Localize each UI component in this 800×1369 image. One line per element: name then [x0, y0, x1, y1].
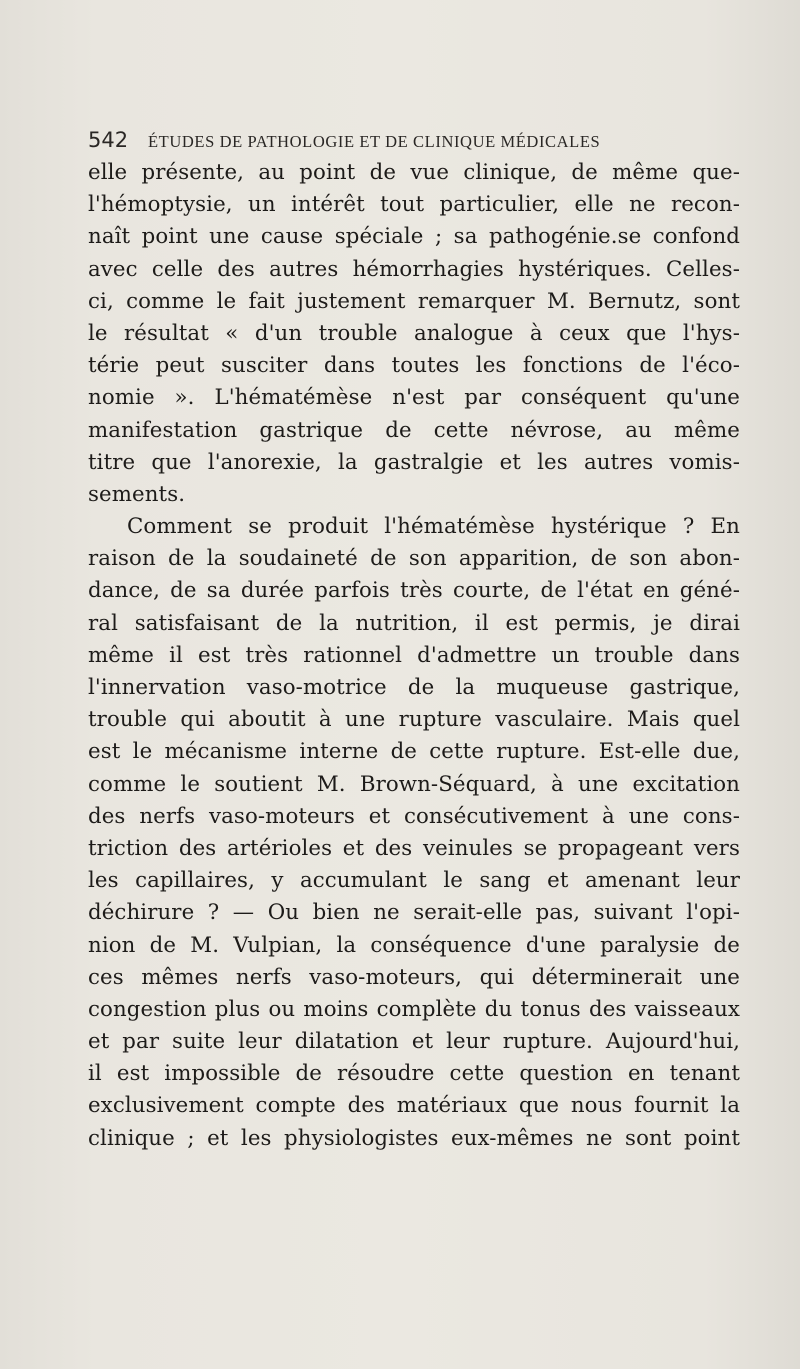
text-line: même il est très rationnel d'admettre un trouble dans: [88, 642, 740, 668]
page-header: [88, 128, 728, 158]
text-line: naît point une cause spéciale ; sa pathogénie.se confond: [88, 224, 740, 250]
text-line: congestion plus ou moins complète du tonus des vaisseaux: [88, 996, 740, 1022]
text-line: ci, comme le fait justement remarquer M. Bernutz, sont: [88, 288, 740, 314]
text-line: le résultat « d'un trouble analogue à ceux que l'hys-: [88, 320, 740, 346]
text-line: et par suite leur dilatation et leur rupture. Aujourd'hui,: [88, 1029, 740, 1055]
text-line: comme le soutient M. Brown-Séquard, à une excitation: [88, 771, 740, 797]
text-line: l'hémoptysie, un intérêt tout particulier, elle ne recon-: [88, 192, 740, 218]
page-number: 542: [88, 128, 129, 152]
text-line: des nerfs vaso-moteurs et consécutivement à une cons-: [88, 803, 740, 829]
paragraph-start-line: Comment se produit l'hématémèse hystérique ? En: [127, 514, 740, 540]
body-text: [88, 157, 740, 1155]
text-line: ral satisfaisant de la nutrition, il est permis, je dirai: [88, 610, 740, 636]
text-line: nion de M. Vulpian, la conséquence d'une paralysie de: [88, 932, 740, 958]
running-title: ÉTUDES DE PATHOLOGIE ET DE CLINIQUE MÉDICALES: [148, 132, 601, 151]
text-line: trouble qui aboutit à une rupture vasculaire. Mais quel: [88, 707, 740, 733]
text-line: l'innervation vaso-motrice de la muqueuse gastrique,: [88, 675, 740, 700]
text-line: clinique ; et les physiologistes eux-mêmes ne sont point: [88, 1125, 740, 1151]
text-line: titre que l'anorexie, la gastralgie et les autres vomis-: [88, 449, 740, 475]
paragraph-end-line: sements.: [88, 481, 186, 507]
text-line: déchirure ? — Ou bien ne serait-elle pas, suivant l'opi-: [88, 900, 740, 926]
text-line: ces mêmes nerfs vaso-moteurs, qui déterminerait une: [88, 964, 740, 990]
text-line: manifestation gastrique de cette névrose, au même: [88, 417, 740, 443]
text-line: est le mécanisme interne de cette rupture. Est-elle due,: [88, 739, 740, 765]
text-line: les capillaires, y accumulant le sang et amenant leur: [88, 868, 740, 894]
text-line: nomie ». L'hématémèse n'est par conséquent qu'une: [88, 385, 740, 411]
text-line: térie peut susciter dans toutes les fonctions de l'éco-: [88, 353, 740, 379]
text-line: avec celle des autres hémorrhagies hystériques. Celles-: [88, 256, 740, 282]
text-line: triction des artérioles et des veinules se propageant vers: [88, 835, 740, 861]
text-line: elle présente, au point de vue clinique, de même que-: [88, 160, 740, 185]
text-line: dance, de sa durée parfois très courte, de l'état en géné-: [88, 578, 740, 604]
text-line: exclusivement compte des matériaux que nous fournit la: [88, 1093, 740, 1119]
text-line: il est impossible de résoudre cette question en tenant: [88, 1061, 740, 1087]
text-line: raison de la soudaineté de son apparition, de son abon-: [88, 546, 740, 572]
